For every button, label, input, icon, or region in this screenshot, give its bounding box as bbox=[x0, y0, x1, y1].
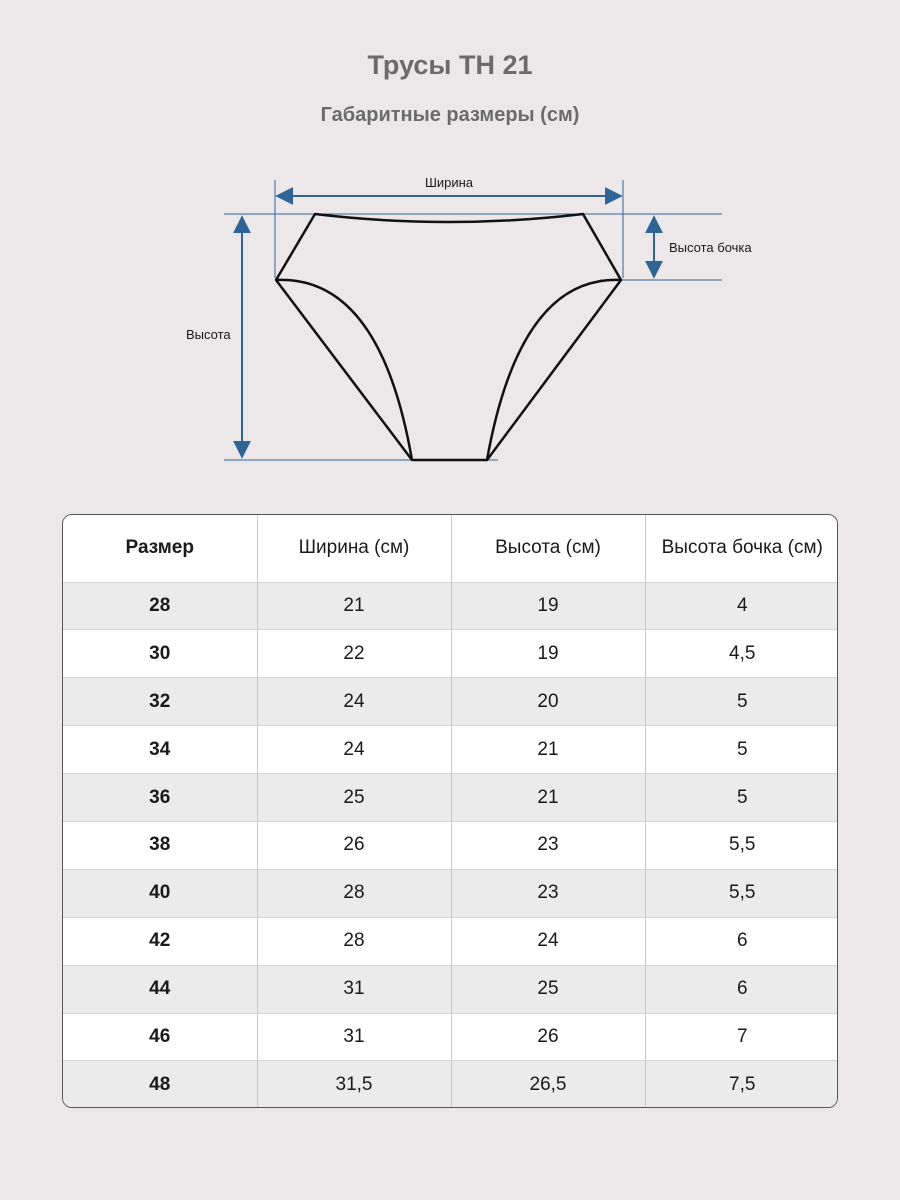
cell-side-height: 4,5 bbox=[645, 630, 838, 678]
cell-height: 26,5 bbox=[451, 1061, 645, 1108]
table-row bbox=[63, 678, 838, 726]
cell-width: 25 bbox=[257, 774, 451, 822]
cell-size: 40 bbox=[63, 869, 257, 917]
briefs-diagram bbox=[0, 160, 900, 480]
cell-width: 22 bbox=[257, 630, 451, 678]
cell-height: 20 bbox=[451, 678, 645, 726]
height-label: Высота bbox=[186, 327, 231, 342]
cell-size: 44 bbox=[63, 965, 257, 1013]
cell-width: 31 bbox=[257, 1013, 451, 1061]
cell-side-height: 7 bbox=[645, 1013, 838, 1061]
cell-height: 25 bbox=[451, 965, 645, 1013]
cell-size: 38 bbox=[63, 821, 257, 869]
cell-size: 48 bbox=[63, 1061, 257, 1108]
table-row bbox=[63, 582, 838, 630]
cell-side-height: 4 bbox=[645, 582, 838, 630]
table-row bbox=[63, 1013, 838, 1061]
cell-size: 42 bbox=[63, 917, 257, 965]
cell-width: 28 bbox=[257, 917, 451, 965]
cell-height: 19 bbox=[451, 582, 645, 630]
table-row bbox=[63, 1061, 838, 1108]
cell-width: 31,5 bbox=[257, 1061, 451, 1108]
width-label: Ширина bbox=[424, 175, 474, 190]
header-width: Ширина (см) bbox=[257, 515, 451, 582]
table-row bbox=[63, 630, 838, 678]
briefs-left-leg-edge bbox=[276, 280, 412, 460]
page-title: Трусы ТН 21 bbox=[367, 50, 533, 80]
table-row bbox=[63, 917, 838, 965]
cell-side-height: 5 bbox=[645, 774, 838, 822]
cell-width: 28 bbox=[257, 869, 451, 917]
cell-width: 31 bbox=[257, 965, 451, 1013]
cell-size: 34 bbox=[63, 726, 257, 774]
cell-size: 30 bbox=[63, 630, 257, 678]
cell-size: 36 bbox=[63, 774, 257, 822]
cell-size: 28 bbox=[63, 582, 257, 630]
cell-width: 26 bbox=[257, 821, 451, 869]
cell-height: 21 bbox=[451, 774, 645, 822]
cell-height: 19 bbox=[451, 630, 645, 678]
cell-height: 23 bbox=[451, 821, 645, 869]
cell-side-height: 6 bbox=[645, 917, 838, 965]
page-subtitle: Габаритные размеры (см) bbox=[320, 104, 580, 126]
cell-width: 21 bbox=[257, 582, 451, 630]
table-row bbox=[63, 774, 838, 822]
cell-side-height: 5 bbox=[645, 678, 838, 726]
briefs-right-leg-edge bbox=[487, 280, 621, 460]
cell-size: 46 bbox=[63, 1013, 257, 1061]
briefs-outline bbox=[276, 214, 621, 460]
cell-side-height: 5 bbox=[645, 726, 838, 774]
header-side-height: Высота бочка (см) bbox=[645, 515, 838, 582]
cell-width: 24 bbox=[257, 678, 451, 726]
header-size: Размер bbox=[63, 515, 257, 582]
cell-width: 24 bbox=[257, 726, 451, 774]
table-row bbox=[63, 821, 838, 869]
table-row bbox=[63, 965, 838, 1013]
side-height-label: Высота бочка bbox=[669, 240, 752, 255]
cell-height: 23 bbox=[451, 869, 645, 917]
table-row bbox=[63, 726, 838, 774]
cell-side-height: 6 bbox=[645, 965, 838, 1013]
header-height: Высота (см) bbox=[451, 515, 645, 582]
cell-height: 21 bbox=[451, 726, 645, 774]
cell-size: 32 bbox=[63, 678, 257, 726]
cell-side-height: 5,5 bbox=[645, 869, 838, 917]
cell-side-height: 5,5 bbox=[645, 821, 838, 869]
size-table bbox=[62, 514, 838, 1108]
table-row bbox=[63, 869, 838, 917]
cell-height: 24 bbox=[451, 917, 645, 965]
cell-height: 26 bbox=[451, 1013, 645, 1061]
table-header-row bbox=[63, 515, 838, 582]
cell-side-height: 7,5 bbox=[645, 1061, 838, 1108]
